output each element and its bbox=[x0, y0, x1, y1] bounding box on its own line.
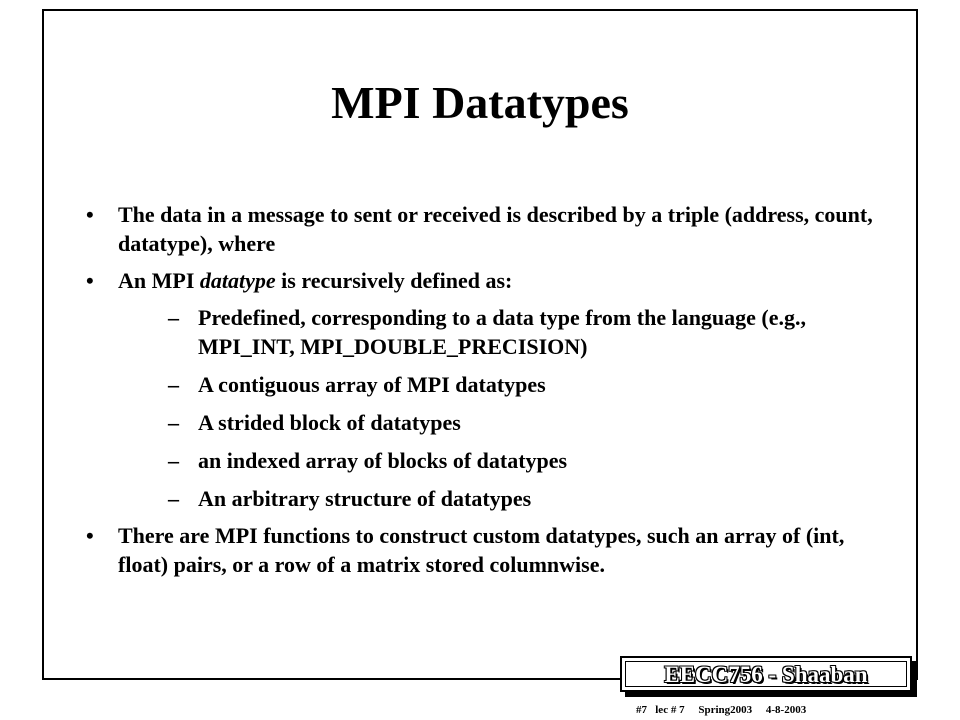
sub-bullet-item bbox=[118, 446, 880, 475]
bullet-item bbox=[80, 266, 880, 513]
bullet-text-end: is recursively defined as: bbox=[275, 268, 513, 293]
bullet-text: The data in a message to sent or received is described by a triple (address, count, datatype), where bbox=[118, 202, 873, 256]
footer-term: Spring2003 bbox=[698, 704, 753, 716]
slide-content bbox=[80, 200, 880, 579]
bullet-text-emphasis: datatype bbox=[199, 268, 276, 293]
bullet-item bbox=[80, 200, 880, 258]
sub-bullet-marker: – bbox=[168, 448, 179, 473]
sub-bullet-marker: – bbox=[168, 305, 179, 330]
sub-bullet-marker: – bbox=[168, 372, 179, 397]
sub-bullet-list bbox=[118, 303, 880, 513]
bullet-text-start: An MPI bbox=[118, 268, 200, 293]
course-badge bbox=[620, 656, 912, 692]
sub-bullet-text: an indexed array of blocks of datatypes bbox=[198, 448, 568, 473]
bullet-marker: • bbox=[86, 523, 94, 548]
sub-bullet-item bbox=[118, 303, 880, 361]
bullet-item bbox=[80, 521, 880, 579]
course-badge-label: EECC756 - Shaaban bbox=[625, 661, 907, 687]
footer-lecture: lec # 7 bbox=[655, 704, 685, 716]
slide-footer bbox=[636, 704, 806, 717]
bullet-text bbox=[118, 268, 512, 293]
sub-bullet-text: Predefined, corresponding to a data type from the language (e.g., MPI_INT, MPI_DOUBLE_PRECISION) bbox=[198, 305, 807, 359]
sub-bullet-text: A contiguous array of MPI datatypes bbox=[198, 372, 546, 397]
bullet-marker: • bbox=[86, 268, 94, 293]
footer-date: 4-8-2003 bbox=[765, 704, 807, 716]
sub-bullet-item bbox=[118, 484, 880, 513]
sub-bullet-item bbox=[118, 408, 880, 437]
slide-title: MPI Datatypes bbox=[331, 77, 629, 128]
bullet-marker: • bbox=[86, 202, 94, 227]
sub-bullet-marker: – bbox=[168, 486, 179, 511]
sub-bullet-item bbox=[118, 370, 880, 399]
sub-bullet-marker: – bbox=[168, 410, 179, 435]
footer-slide-number: #7 bbox=[636, 704, 647, 716]
bullet-text: There are MPI functions to construct custom datatypes, such an array of (int, float) pairs, or a row of a matrix stored columnwise. bbox=[118, 523, 845, 577]
sub-bullet-text: An arbitrary structure of datatypes bbox=[198, 486, 532, 511]
sub-bullet-text: A strided block of datatypes bbox=[198, 410, 461, 435]
